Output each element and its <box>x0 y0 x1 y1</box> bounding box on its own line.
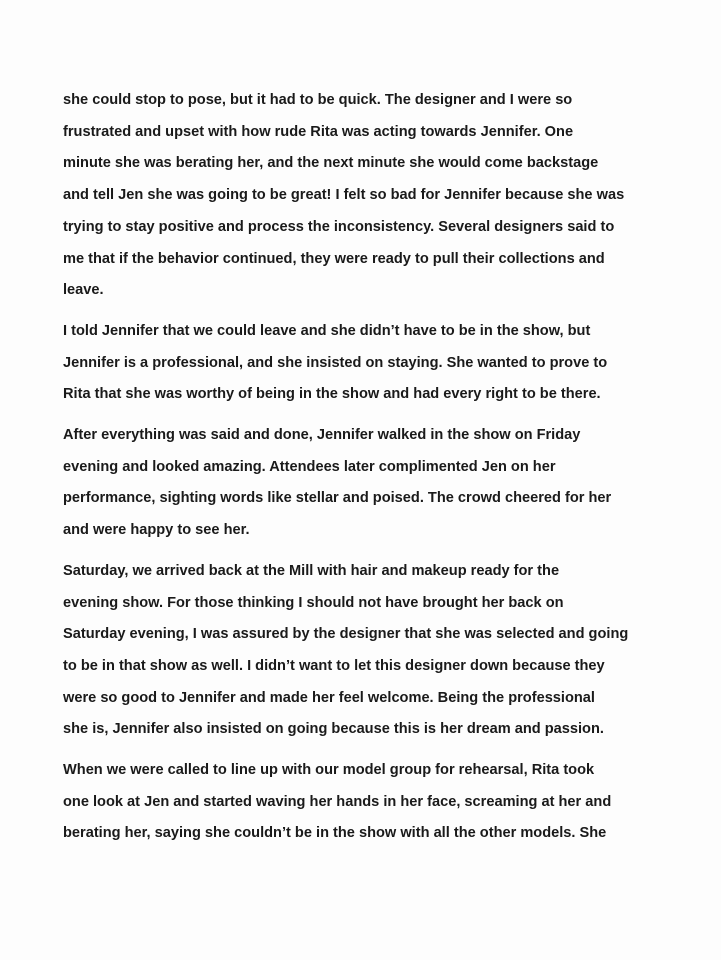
text-line: evening show. For those thinking I should not have brought her back on <box>63 594 564 611</box>
text-line: she is, Jennifer also insisted on going because this is her dream and passion. <box>63 721 604 738</box>
text-line: evening and looked amazing. Attendees later complimented Jen on her <box>63 458 556 475</box>
text-line: frustrated and upset with how rude Rita was acting towards Jennifer. One <box>63 123 574 140</box>
text-line: leave. <box>63 282 104 299</box>
paragraph-1 <box>63 85 663 307</box>
text-line: and were happy to see her. <box>63 522 250 539</box>
text-line: I told Jennifer that we could leave and she didn’t have to be in the show, but <box>63 322 591 339</box>
paragraph-3 <box>63 420 663 547</box>
text-line: Saturday, we arrived back at the Mill with hair and makeup ready for the <box>63 562 560 579</box>
text-line: minute she was berating her, and the next minute she would come backstage <box>63 155 599 172</box>
text-line: Rita that she was worthy of being in the show and had every right to be there. <box>63 386 601 403</box>
text-line: berating her, saying she couldn’t be in the show with all the other models. She <box>63 825 607 842</box>
text-line: she could stop to pose, but it had to be quick. The designer and I were so <box>63 92 573 108</box>
text-line: me that if the behavior continued, they were ready to pull their collections and <box>63 250 605 267</box>
text-line: were so good to Jennifer and made her feel welcome. Being the professional <box>63 689 595 706</box>
text-line: and tell Jen she was going to be great! I felt so bad for Jennifer because she was <box>63 187 625 204</box>
paragraph-4 <box>63 556 663 746</box>
text-line: When we were called to line up with our model group for rehearsal, Rita took <box>63 762 595 779</box>
text-line: Saturday evening, I was assured by the designer that she was selected and going <box>63 626 629 643</box>
text-line: to be in that show as well. I didn’t want to let this designer down because they <box>63 657 605 674</box>
document-body <box>63 85 663 859</box>
text-line: performance, sighting words like stellar and poised. The crowd cheered for her <box>63 490 612 507</box>
text-line: Jennifer is a professional, and she insisted on staying. She wanted to prove to <box>63 354 608 371</box>
paragraph-5 <box>63 755 663 850</box>
text-line: After everything was said and done, Jennifer walked in the show on Friday <box>63 427 581 444</box>
text-line: one look at Jen and started waving her hands in her face, screaming at her and <box>63 793 612 810</box>
paragraph-2 <box>63 316 663 411</box>
text-line: trying to stay positive and process the inconsistency. Several designers said to <box>63 218 615 235</box>
